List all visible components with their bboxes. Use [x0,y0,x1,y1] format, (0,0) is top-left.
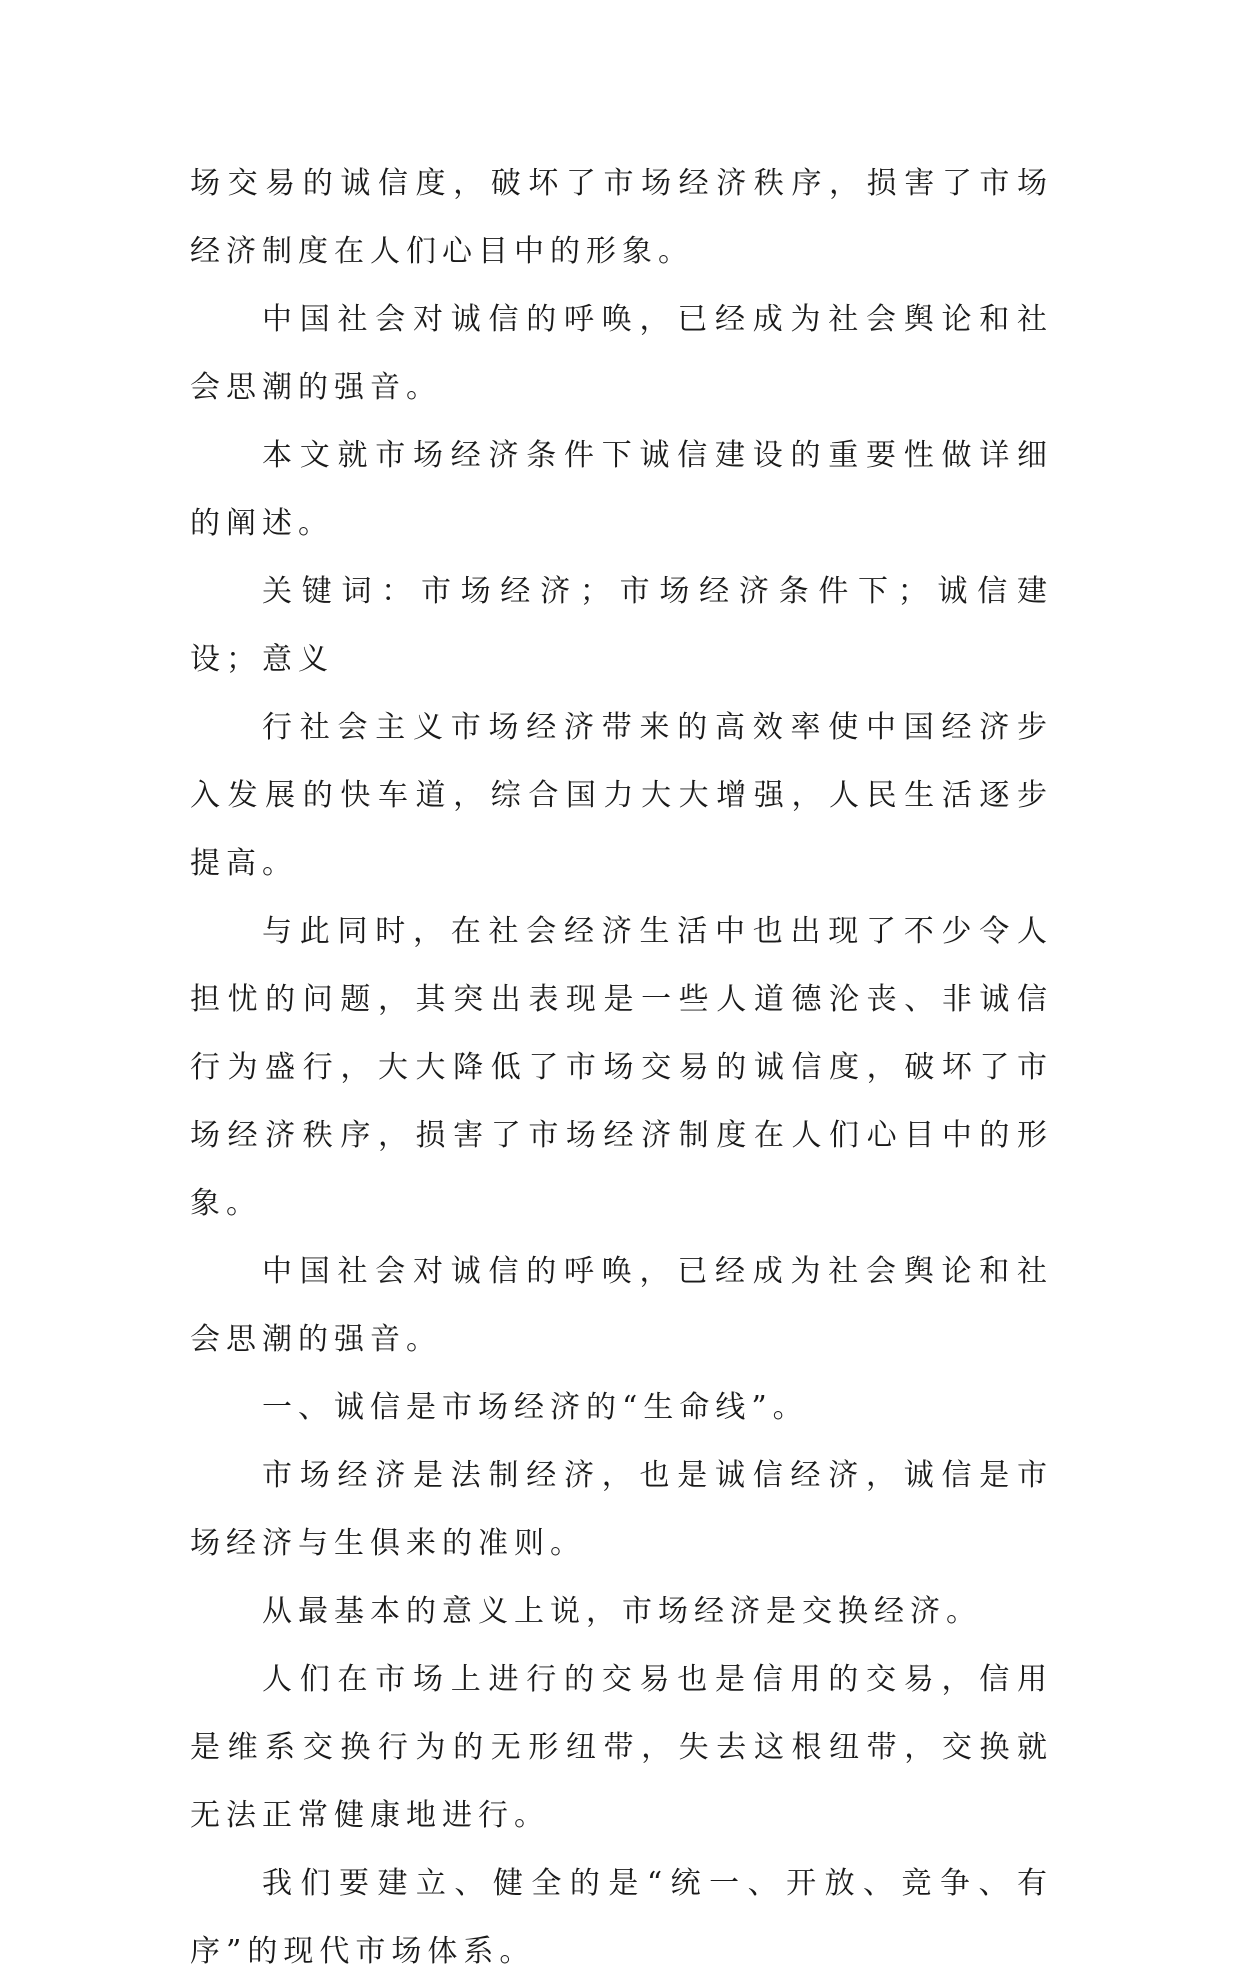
paragraph-call-for-integrity-repeat: 中国社会对诚信的呼唤，已经成为社会舆论和社会思潮的强音。 [190,1254,1053,1357]
document-body [190,150,1053,1986]
section-heading-lifeline: 一、诚信是市场经济的“生命线”。 [262,1390,809,1425]
paragraph-article-purpose: 本文就市场经济条件下诚信建设的重要性做详细的阐述。 [190,438,1053,541]
paragraph-call-for-integrity: 中国社会对诚信的呼唤，已经成为社会舆论和社会思潮的强音。 [190,302,1053,405]
paragraph-continued-from-previous-page: 场交易的诚信度，破坏了市场经济秩序，损害了市场经济制度在人们心目中的形象。 [190,166,1053,269]
paragraph-exchange-economy: 从最基本的意义上说，市场经济是交换经济。 [262,1594,982,1629]
paragraph-economic-efficiency: 行社会主义市场经济带来的高效率使中国经济步入发展的快车道，综合国力大大增强，人民生活逐步提高。 [190,710,1053,881]
paragraph-credit-transactions: 人们在市场上进行的交易也是信用的交易，信用是维系交换行为的无形纽带，失去这根纽带，交换就无法正常健康地进行。 [190,1662,1053,1833]
paragraph-modern-market-system: 我们要建立、健全的是“统一、开放、竞争、有序”的现代市场体系。 [190,1866,1053,1969]
paragraph-rule-of-law-economy: 市场经济是法制经济，也是诚信经济，诚信是市场经济与生俱来的准则。 [190,1458,1053,1561]
paragraph-keywords: 关键词：市场经济；市场经济条件下；诚信建设；意义 [190,574,1053,677]
paragraph-concerning-problems: 与此同时，在社会经济生活中也出现了不少令人担忧的问题，其突出表现是一些人道德沦丧、非诚信行为盛行，大大降低了市场交易的诚信度，破坏了市场经济秩序，损害了市场经济制度在人们心目中的形象。 [190,914,1053,1221]
